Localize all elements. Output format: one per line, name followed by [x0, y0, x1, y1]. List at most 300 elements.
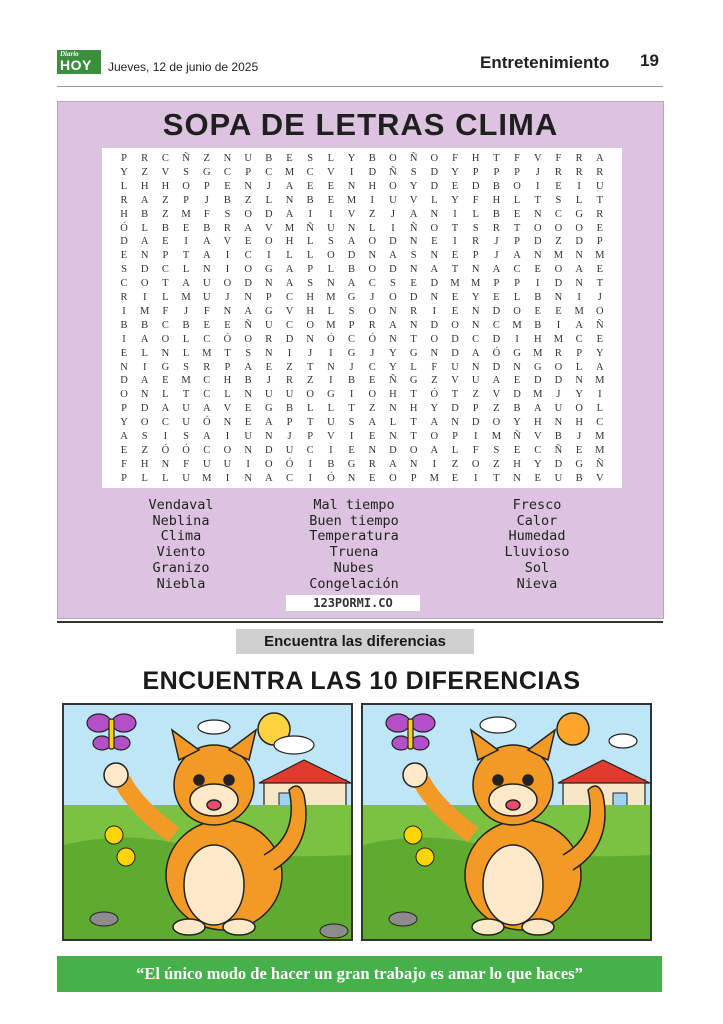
grid-letter: C — [513, 264, 521, 276]
grid-letter: D — [471, 417, 480, 429]
grid-letter: P — [493, 278, 500, 290]
grid-letter: B — [120, 319, 128, 331]
grid-letter: U — [265, 389, 273, 401]
grid-letter: D — [554, 375, 563, 387]
grid-letter: U — [265, 319, 273, 331]
grid-letter: R — [596, 208, 604, 220]
grid-letter: D — [430, 180, 439, 192]
grid-letter: N — [347, 472, 356, 484]
grid-letter: A — [347, 236, 356, 248]
grid-letter: B — [492, 208, 500, 220]
grid-letter: P — [286, 417, 293, 429]
grid-letter: Z — [369, 403, 376, 415]
grid-letter: P — [576, 347, 583, 359]
grid-letter: E — [513, 444, 521, 456]
grid-letter: L — [513, 292, 521, 303]
grid-letter: R — [223, 222, 231, 234]
grid-letter: B — [141, 208, 149, 220]
grid-letter: Ñ — [596, 458, 604, 470]
grid-letter: D — [120, 375, 128, 387]
grid-letter: M — [450, 278, 460, 290]
word-item: Granizo — [152, 559, 210, 576]
grid-letter: N — [161, 458, 170, 470]
grid-letter: N — [409, 458, 418, 470]
grid-letter: E — [513, 375, 521, 387]
grid-letter: A — [430, 417, 439, 429]
grid-letter: M — [553, 250, 564, 262]
grid-letter: L — [369, 222, 376, 234]
grid-letter: I — [308, 208, 312, 220]
grid-letter: T — [493, 472, 500, 484]
word-item: Humedad — [508, 528, 566, 545]
grid-letter: N — [161, 347, 170, 359]
grid-letter: T — [596, 278, 604, 290]
grid-letter: J — [370, 347, 375, 359]
grid-letter: V — [327, 431, 335, 442]
grid-letter: Ó — [161, 444, 170, 456]
grid-letter: N — [575, 278, 583, 290]
grid-letter: N — [140, 389, 149, 401]
grid-letter: L — [327, 403, 335, 415]
grid-letter: H — [533, 417, 542, 429]
grid-letter: M — [595, 431, 605, 442]
grid-letter: P — [307, 264, 314, 276]
grid-letter: E — [244, 403, 252, 415]
grid-letter: R — [596, 166, 604, 178]
word-item: Calor — [516, 512, 558, 529]
grid-letter: O — [430, 222, 439, 234]
grid-letter: E — [555, 180, 562, 192]
grid-letter: M — [429, 472, 439, 484]
grid-letter: B — [575, 472, 583, 484]
right-picture — [361, 703, 652, 941]
grid-letter: R — [120, 292, 128, 303]
grid-letter: N — [347, 180, 356, 192]
grid-letter: A — [492, 375, 501, 387]
word-item: Nieva — [516, 575, 558, 592]
grid-letter: J — [225, 292, 230, 303]
grid-letter: U — [285, 389, 294, 401]
grid-row — [114, 208, 610, 221]
grid-letter: B — [203, 222, 211, 234]
grid-letter: Y — [430, 403, 439, 415]
grid-letter: J — [494, 250, 499, 262]
grid-row — [114, 319, 610, 332]
grid-letter: L — [162, 292, 169, 303]
grid-letter: F — [162, 305, 169, 317]
grid-letter: O — [575, 403, 583, 415]
grid-letter: O — [161, 333, 170, 345]
grid-letter: L — [513, 194, 521, 206]
grid-letter: H — [389, 389, 397, 401]
grid-letter: N — [285, 194, 294, 206]
grid-letter: A — [140, 194, 149, 206]
grid-letter: N — [409, 264, 418, 276]
grid-letter: P — [224, 361, 231, 373]
grid-letter: A — [244, 222, 252, 234]
grid-row — [114, 222, 610, 235]
grid-letter: A — [161, 403, 170, 415]
grid-letter: R — [368, 319, 376, 331]
grid-letter: E — [451, 472, 459, 484]
grid-letter: Z — [141, 444, 148, 456]
grid-letter: Z — [493, 458, 500, 470]
grid-letter: D — [575, 236, 583, 248]
grid-letter: S — [390, 278, 396, 290]
grid-row — [114, 291, 610, 304]
grid-letter: T — [410, 333, 417, 345]
grid-letter: N — [430, 208, 439, 220]
grid-letter: A — [182, 278, 190, 290]
grid-letter: M — [533, 347, 543, 359]
grid-letter: T — [348, 403, 355, 415]
grid-letter: M — [471, 278, 481, 290]
grid-letter: D — [430, 278, 439, 290]
grid-letter: R — [554, 166, 562, 178]
grid-letter: P — [472, 403, 479, 415]
grid-letter: P — [265, 292, 272, 303]
grid-letter: Ñ — [409, 153, 418, 164]
grid-letter: O — [120, 389, 128, 401]
grid-letter: B — [554, 431, 562, 442]
grid-letter: M — [512, 319, 522, 331]
grid-letter: E — [182, 222, 190, 234]
grid-letter: F — [452, 153, 458, 164]
grid-letter: D — [533, 236, 542, 248]
grid-letter: A — [202, 250, 211, 262]
grid-letter: N — [575, 250, 583, 262]
grid-letter: J — [577, 431, 582, 442]
grid-letter: U — [451, 361, 459, 373]
grid-letter: E — [203, 319, 210, 331]
grid-letter: A — [533, 403, 542, 415]
grid-letter: N — [223, 305, 232, 317]
grid-letter: B — [348, 375, 356, 387]
grid-letter: N — [265, 431, 273, 442]
grid-letter: N — [244, 292, 252, 303]
grid-letter: I — [225, 264, 230, 276]
grid-letter: A — [575, 319, 583, 331]
grid-letter: F — [183, 458, 189, 470]
word-item: Niebla — [156, 575, 206, 592]
grid-letter: T — [410, 417, 417, 429]
grid-letter: T — [410, 431, 417, 442]
grid-letter: A — [202, 236, 211, 248]
grid-letter: P — [121, 403, 127, 415]
grid-letter: I — [577, 180, 581, 192]
grid-letter: Y — [471, 292, 480, 303]
grid-letter: I — [556, 319, 561, 331]
grid-letter: C — [203, 389, 211, 401]
grid-letter: I — [515, 333, 519, 345]
grid-letter: D — [492, 305, 501, 317]
grid-letter: E — [120, 444, 128, 456]
grid-letter: M — [284, 222, 295, 234]
cat-scene-illustration — [64, 705, 351, 939]
grid-letter: I — [432, 305, 437, 317]
grid-letter: Y — [575, 389, 583, 401]
grid-letter: Ó — [223, 333, 232, 345]
grid-letter: E — [513, 208, 521, 220]
grid-letter: N — [471, 319, 480, 331]
grid-letter: I — [225, 431, 230, 442]
grid-letter: E — [534, 472, 541, 484]
grid-letter: L — [120, 180, 128, 192]
grid-letter: M — [574, 305, 584, 317]
grid-letter: T — [410, 389, 417, 401]
grid-letter: L — [306, 403, 314, 415]
grid-letter: I — [598, 389, 602, 401]
grid-letter: G — [409, 375, 418, 387]
grid-letter: E — [244, 417, 252, 429]
grid-row — [114, 472, 610, 485]
grid-letter: S — [307, 153, 314, 164]
grid-letter: Ó — [368, 333, 377, 345]
grid-letter: M — [202, 472, 212, 484]
grid-letter: I — [308, 472, 312, 484]
grid-letter: I — [432, 458, 437, 470]
grid-row — [114, 152, 610, 165]
issue-date: Jueves, 12 de junio de 2025 — [108, 60, 259, 74]
grid-letter: A — [202, 431, 211, 442]
grid-letter: N — [471, 361, 480, 373]
grid-letter: A — [140, 236, 149, 248]
grid-letter: G — [575, 208, 583, 220]
grid-letter: T — [493, 153, 500, 164]
grid-letter: U — [223, 458, 232, 470]
grid-letter: J — [308, 347, 313, 359]
grid-letter: U — [182, 472, 190, 484]
grid-letter: A — [244, 305, 252, 317]
grid-letter: P — [514, 236, 520, 248]
grid-letter: Ó — [430, 389, 439, 401]
word-item: Fresco — [512, 497, 562, 513]
grid-row — [114, 388, 610, 401]
grid-letter: E — [327, 180, 335, 192]
grid-letter: S — [183, 166, 189, 178]
grid-letter: J — [287, 431, 292, 442]
grid-letter: Ñ — [389, 166, 397, 178]
grid-letter: O — [389, 292, 397, 303]
grid-letter: L — [431, 194, 438, 206]
grid-letter: F — [431, 361, 438, 373]
grid-letter: Ó — [492, 347, 501, 359]
grid-letter: A — [389, 319, 397, 331]
grid-letter: C — [161, 417, 169, 429]
grid-letter: L — [265, 194, 273, 206]
grid-letter: E — [224, 319, 231, 331]
grid-letter: C — [554, 208, 562, 220]
grid-letter: Z — [451, 458, 459, 470]
grid-letter: U — [389, 194, 397, 206]
grid-letter: M — [181, 208, 191, 220]
grid-letter: E — [596, 333, 604, 345]
word-column-3 — [452, 498, 622, 592]
grid-letter: R — [472, 236, 480, 248]
grid-letter: N — [223, 417, 232, 429]
grid-letter: O — [265, 458, 273, 470]
grid-letter: N — [244, 472, 252, 484]
grid-letter: V — [265, 222, 273, 234]
grid-letter: O — [389, 180, 397, 192]
grid-letter: E — [286, 153, 293, 164]
grid-letter: I — [308, 458, 312, 470]
grid-letter: S — [472, 222, 479, 234]
grid-letter: A — [285, 180, 294, 192]
grid-letter: L — [389, 417, 397, 429]
grid-letter: E — [162, 236, 169, 248]
grid-letter: C — [472, 333, 480, 345]
grid-letter: O — [575, 222, 583, 234]
grid-letter: I — [329, 347, 333, 359]
grid-letter: T — [162, 278, 169, 290]
grid-letter: L — [182, 333, 190, 345]
grid-letter: N — [471, 305, 480, 317]
grid-letter: H — [575, 417, 583, 429]
grid-letter: L — [141, 347, 148, 359]
grid-letter: B — [348, 264, 356, 276]
grid-letter: G — [575, 458, 583, 470]
grid-letter: P — [203, 180, 210, 192]
grid-letter: U — [182, 403, 190, 415]
grid-letter: L — [327, 153, 335, 164]
grid-letter: E — [575, 444, 583, 456]
grid-letter: N — [533, 208, 542, 220]
grid-letter: P — [514, 166, 520, 178]
grid-letter: N — [368, 444, 377, 456]
grid-letter: N — [120, 361, 128, 373]
grid-letter: T — [513, 222, 521, 234]
grid-letter: I — [225, 250, 230, 262]
grid-letter: J — [184, 305, 189, 317]
grid-letter: S — [493, 444, 500, 456]
grid-letter: Y — [389, 361, 397, 373]
grid-letter: Z — [162, 208, 169, 220]
grid-letter: E — [306, 180, 314, 192]
grid-letter: T — [534, 194, 541, 206]
grid-letter: C — [161, 153, 169, 164]
grid-letter: O — [368, 236, 377, 248]
grid-letter: I — [142, 361, 147, 373]
grid-letter: E — [534, 305, 541, 317]
grid-row — [114, 416, 610, 429]
grid-letter: A — [202, 403, 211, 415]
grid-row — [114, 305, 610, 318]
grid-letter: Y — [389, 347, 397, 359]
grid-letter: Ó — [182, 444, 190, 456]
grid-letter: H — [306, 305, 314, 317]
grid-letter: L — [141, 222, 148, 234]
grid-row — [114, 430, 610, 443]
grid-letter: E — [493, 292, 500, 303]
grid-letter: D — [120, 236, 128, 248]
grid-letter: N — [430, 250, 439, 262]
grid-letter: C — [265, 166, 273, 178]
grid-letter: U — [202, 292, 211, 303]
grid-letter: I — [287, 347, 292, 359]
grid-letter: L — [575, 194, 583, 206]
grid-letter: G — [409, 347, 418, 359]
grid-letter: O — [389, 153, 397, 164]
grid-letter: Ñ — [596, 319, 604, 331]
grid-letter: H — [285, 236, 294, 248]
grid-letter: N — [265, 278, 273, 290]
grid-row — [114, 180, 610, 193]
grid-letter: N — [554, 417, 563, 429]
grid-letter: E — [120, 347, 128, 359]
grid-letter: E — [348, 444, 355, 456]
grid-letter: F — [514, 153, 520, 164]
grid-letter: M — [595, 444, 605, 456]
grid-letter: F — [555, 153, 562, 164]
grid-row — [114, 374, 610, 387]
grid-letter: O — [244, 333, 252, 345]
grid-letter: L — [410, 361, 417, 373]
grid-letter: M — [202, 347, 212, 359]
grid-letter: A — [265, 417, 273, 429]
section-divider — [57, 621, 663, 623]
grid-letter: N — [554, 292, 563, 303]
grid-letter: B — [244, 375, 252, 387]
grid-letter: O — [430, 431, 439, 442]
grid-letter: Z — [203, 153, 210, 164]
grid-letter: D — [389, 236, 397, 248]
grid-letter: N — [140, 250, 149, 262]
grid-letter: O — [140, 417, 149, 429]
grid-letter: N — [533, 250, 542, 262]
grid-letter: A — [492, 264, 501, 276]
grid-letter: I — [349, 389, 354, 401]
grid-letter: Z — [369, 208, 376, 220]
grid-letter: P — [183, 194, 189, 206]
grid-letter: C — [161, 319, 169, 331]
letter-grid — [102, 148, 622, 488]
grid-letter: N — [471, 264, 480, 276]
grid-letter: I — [391, 222, 395, 234]
grid-letter: Ñ — [409, 222, 418, 234]
grid-letter: H — [140, 180, 149, 192]
grid-letter: D — [492, 361, 501, 373]
grid-letter: P — [348, 319, 355, 331]
grid-letter: Ñ — [244, 319, 252, 331]
grid-letter: Y — [451, 166, 459, 178]
grid-letter: Y — [513, 417, 521, 429]
grid-letter: C — [575, 333, 583, 345]
grid-letter: O — [265, 236, 273, 248]
grid-letter: Ó — [327, 472, 335, 484]
grid-letter: L — [141, 472, 148, 484]
grid-letter: Y — [533, 458, 542, 470]
grid-row — [114, 361, 610, 374]
grid-letter: S — [141, 431, 148, 442]
grid-letter: N — [265, 347, 273, 359]
grid-letter: C — [244, 250, 252, 262]
grid-letter: O — [368, 264, 377, 276]
grid-letter: S — [307, 278, 314, 290]
grid-letter: G — [265, 403, 273, 415]
grid-letter: E — [555, 305, 562, 317]
grid-letter: E — [596, 222, 604, 234]
grid-letter: L — [472, 208, 479, 220]
grid-letter: N — [513, 472, 521, 484]
grid-letter: E — [451, 305, 459, 317]
grid-letter: L — [286, 250, 293, 262]
grid-row — [114, 402, 610, 415]
grid-letter: S — [410, 250, 417, 262]
grid-letter: V — [533, 153, 542, 164]
grid-letter: U — [327, 222, 335, 234]
grid-letter: R — [265, 333, 273, 345]
